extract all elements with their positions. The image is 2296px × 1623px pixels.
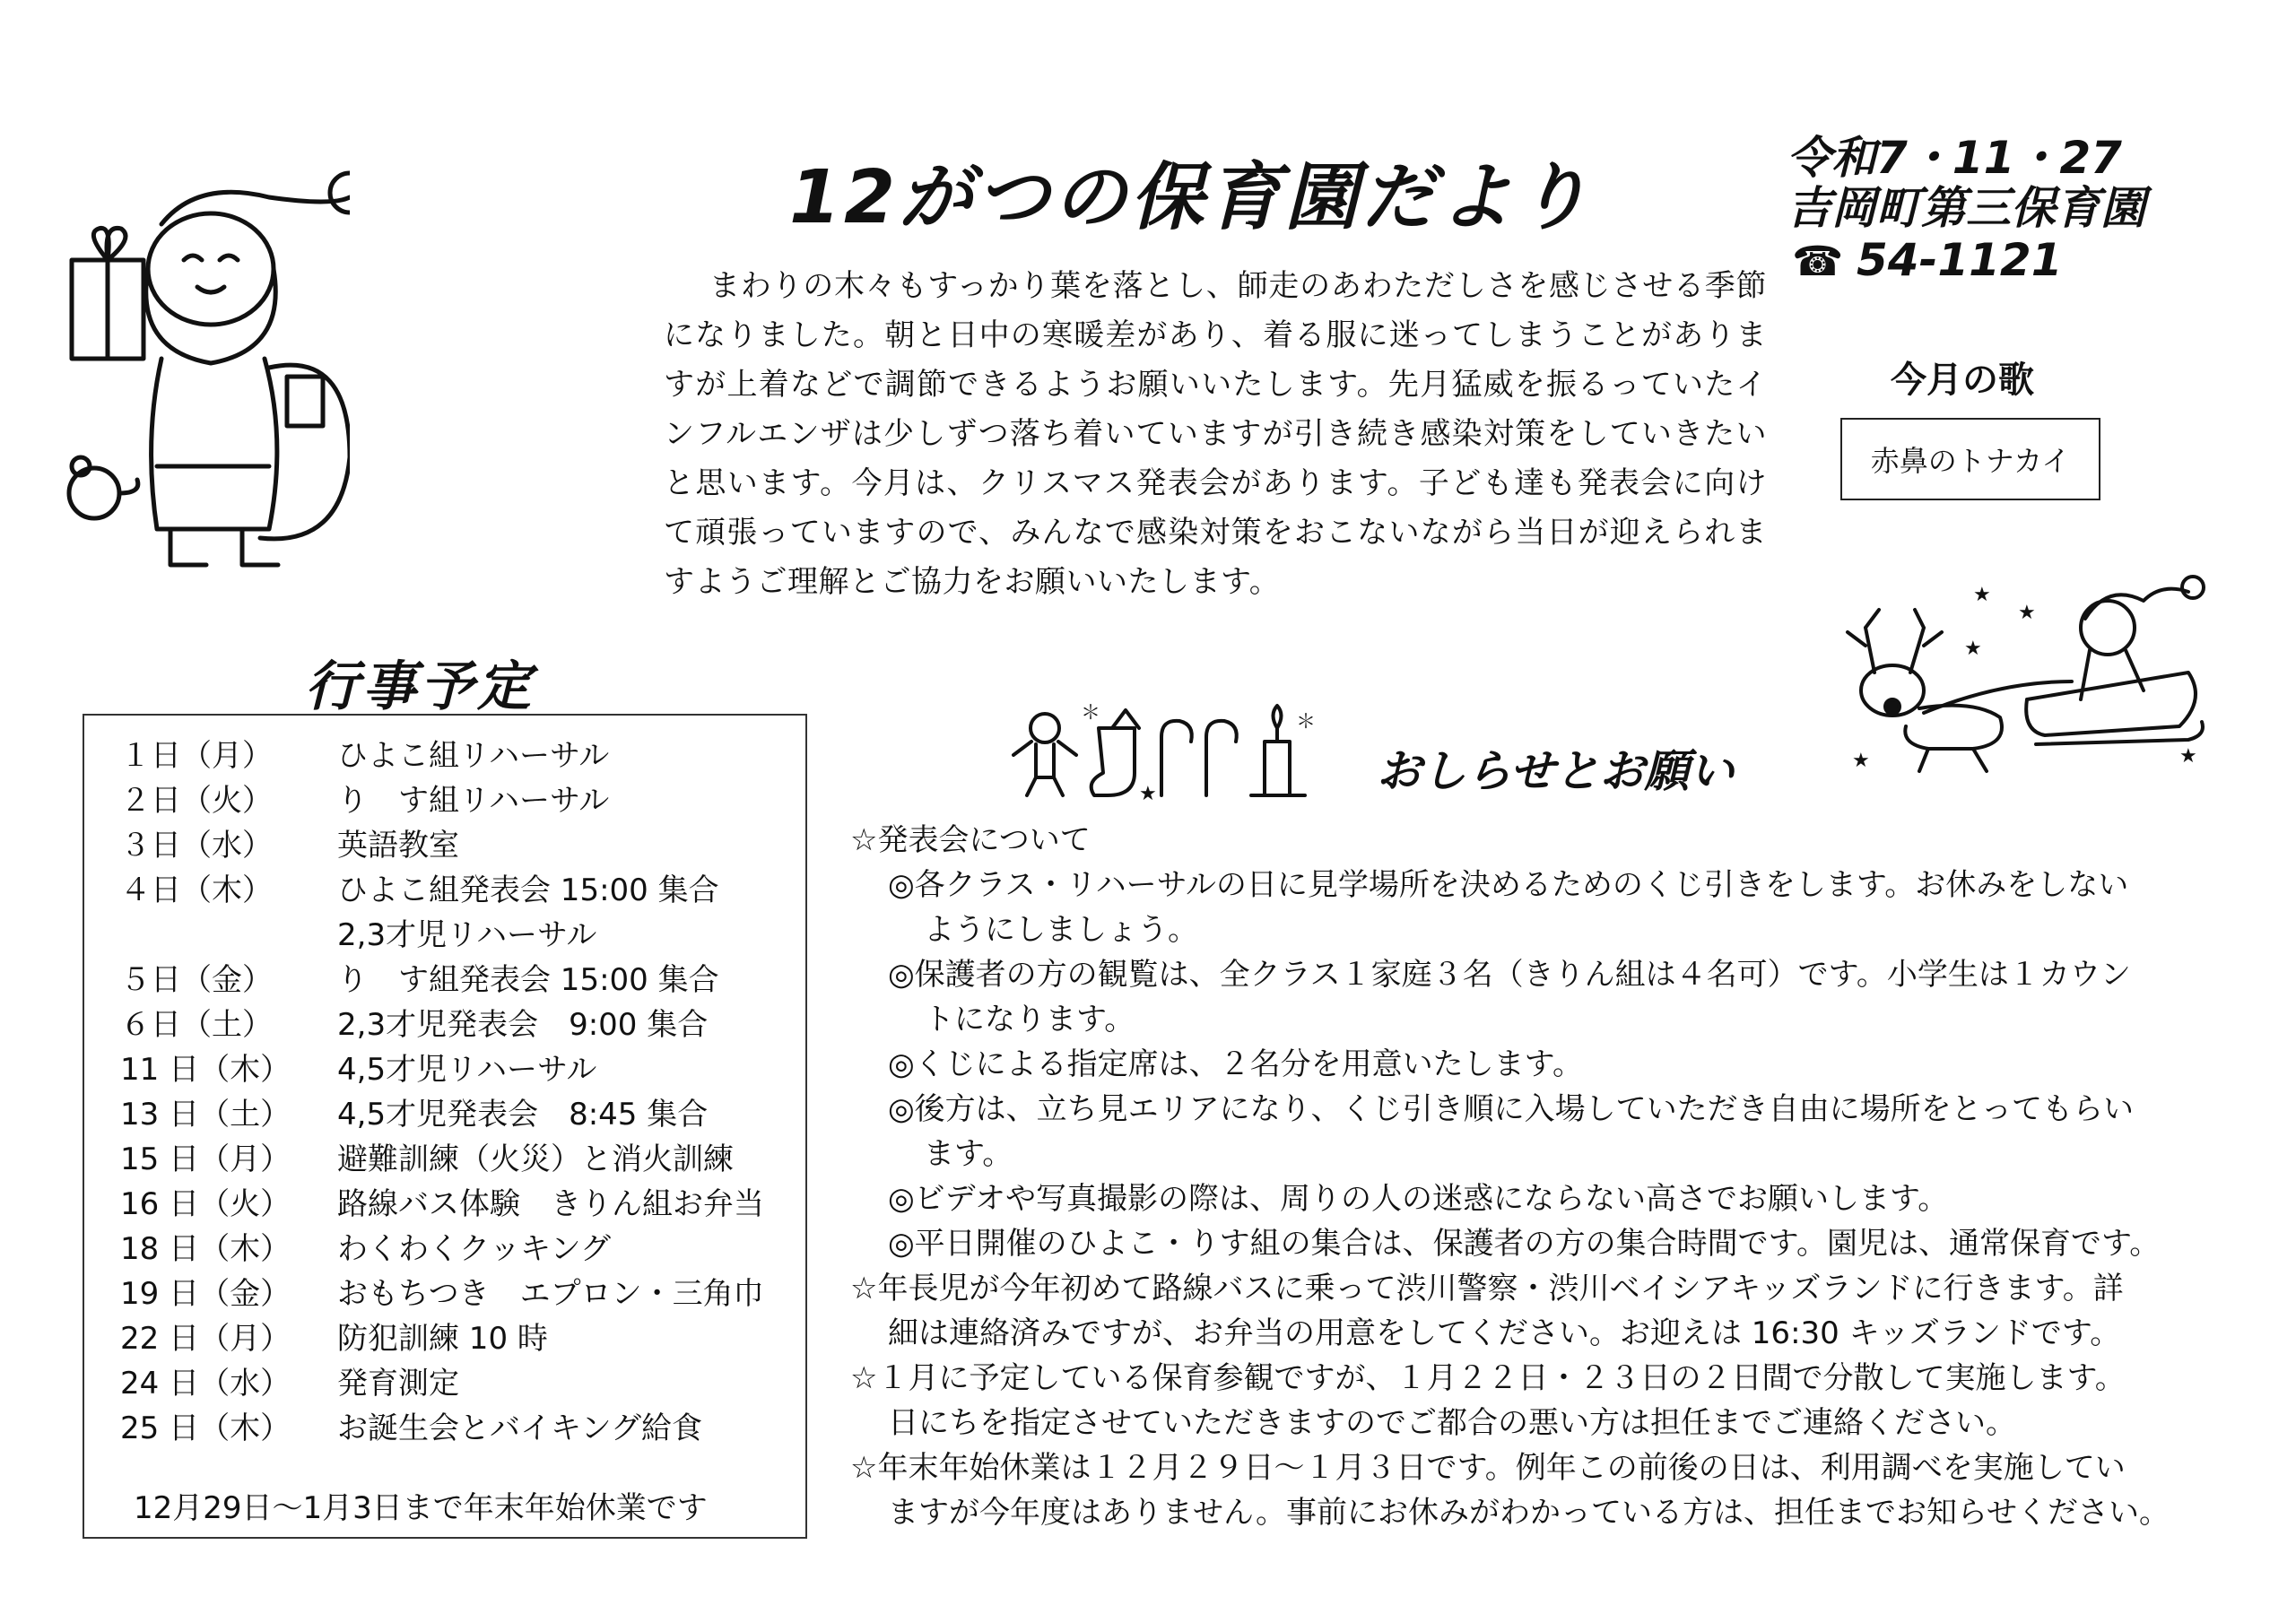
- event-text: ひよこ組発表会 15:00 集合: [337, 872, 719, 908]
- event-date: ５日（金）: [120, 962, 273, 998]
- event-row: [84, 1092, 805, 1137]
- event-date: ３日（水）: [120, 828, 273, 864]
- notice-line: ◎平日開催のひよこ・りす組の集合は、保護者の方の集合時間です。園児は、通常保育です。: [888, 1226, 2161, 1262]
- event-date: 24 日（水）: [120, 1366, 291, 1402]
- event-text: 防犯訓練 10 時: [337, 1321, 548, 1357]
- event-date: 18 日（木）: [120, 1231, 291, 1267]
- event-date: ４日（木）: [120, 872, 273, 908]
- events-box: [83, 714, 807, 1539]
- notice-line: ☆年長児が今年初めて路線バスに乗って渋川警察・渋川ベイシアキッズランドに行きます。詳: [850, 1271, 2124, 1306]
- events-heading: 行事予定: [305, 655, 535, 718]
- song-title: 赤鼻のトナカイ: [1870, 444, 2071, 478]
- phone-number: 54-1121: [1857, 234, 2063, 286]
- reindeer-sleigh-illustration: [1839, 565, 2215, 780]
- event-date: 25 日（木）: [120, 1410, 291, 1446]
- event-text: ひよこ組リハーサル: [337, 738, 610, 774]
- event-row: [84, 1047, 805, 1092]
- event-row: [84, 1227, 805, 1271]
- event-row: [84, 1137, 805, 1182]
- notice-line: ◎後方は、立ち見エリアになり、くじ引き順に入場していただき自由に場所をとってもらい: [888, 1091, 2134, 1127]
- event-row: [84, 778, 805, 823]
- event-text: 発育測定: [337, 1366, 459, 1402]
- svg-text:★: ★: [1139, 783, 1157, 805]
- event-date: 15 日（月）: [120, 1141, 291, 1177]
- christmas-items-illustration: [1004, 701, 1327, 809]
- event-row: [84, 733, 805, 778]
- event-text: り す組発表会 15:00 集合: [337, 962, 719, 998]
- notice-line: 細は連絡済みですが、お弁当の用意をしてください。お迎えは 16:30 キッズランドです。: [888, 1315, 2121, 1351]
- event-row: [84, 1002, 805, 1047]
- notice-line: ◎くじによる指定席は、２名分を用意いたします。: [888, 1046, 1583, 1082]
- event-row: [84, 823, 805, 868]
- notices-heading: おしらせとお願い: [1377, 745, 1735, 797]
- song-box: [1840, 418, 2100, 500]
- event-date: 11 日（木）: [120, 1052, 291, 1088]
- event-text: 4,5才児リハーサル: [337, 1052, 597, 1088]
- svg-text:★: ★: [1964, 638, 1982, 660]
- event-date: ６日（土）: [120, 1007, 273, 1043]
- notice-line: ◎各クラス・リハーサルの日に見学場所を決めるためのくじ引きをします。お休みをしない: [888, 867, 2129, 903]
- event-text: 2,3才児リハーサル: [337, 917, 597, 953]
- svg-text:★: ★: [2179, 745, 2197, 768]
- notice-line: ようにしましょう。: [924, 912, 1198, 948]
- event-text: おもちつき エプロン・三角巾: [337, 1276, 764, 1312]
- notice-line: 日にちを指定させていただきますのでご都合の悪い方は担任までご連絡ください。: [888, 1405, 2016, 1441]
- phone-icon: ☎: [1792, 237, 1844, 285]
- event-row: [84, 868, 805, 913]
- song-heading: 今月の歌: [1891, 360, 2034, 401]
- event-text: り す組リハーサル: [337, 783, 610, 819]
- school-name: 吉岡町第三保育園: [1787, 182, 2145, 234]
- event-text: お誕生会とバイキング給食: [337, 1410, 702, 1446]
- event-text: 4,5才児発表会 8:45 集合: [337, 1097, 709, 1133]
- notice-line: ますが今年度はありません。事前にお休みがわかっている方は、担任までお知らせください。: [888, 1495, 2170, 1531]
- event-row: [84, 1406, 805, 1451]
- event-text: わくわくクッキング: [337, 1231, 611, 1267]
- event-row: [84, 958, 805, 1002]
- event-row: [84, 913, 805, 958]
- event-text: 避難訓練（火災）と消火訓練: [337, 1141, 734, 1177]
- svg-text:★: ★: [1852, 750, 1870, 772]
- notice-line: ☆１月に予定している保育参観ですが、１月２２日・２３日の２日間で分散して実施します。: [850, 1360, 2126, 1396]
- events-footer: 12月29日～1月3日まで年末年始休業です: [134, 1490, 708, 1526]
- event-row: [84, 1316, 805, 1361]
- event-date: 16 日（火）: [120, 1186, 291, 1222]
- event-date: 13 日（土）: [120, 1097, 291, 1133]
- event-row: [84, 1271, 805, 1316]
- event-date: ２日（火）: [120, 783, 273, 819]
- notice-line: ます。: [924, 1136, 1013, 1172]
- event-text: 英語教室: [337, 828, 459, 864]
- page-title: 12がつの保育園だより: [789, 155, 1594, 240]
- notice-line: ◎保護者の方の観覧は、全クラス１家庭３名（きりん組は４名可）です。小学生は１カウン: [888, 957, 2131, 993]
- event-row: [84, 1361, 805, 1406]
- svg-text:＊: ＊: [1081, 702, 1101, 725]
- notice-line: トになります。: [924, 1002, 1135, 1037]
- svg-text:＊: ＊: [1296, 711, 1317, 733]
- event-text: 路線バス体験 きりん組お弁当: [337, 1186, 764, 1222]
- svg-text:★: ★: [2018, 602, 2036, 624]
- santa-illustration: [63, 170, 350, 574]
- event-text: 2,3才児発表会 9:00 集合: [337, 1007, 709, 1043]
- issue-date: 令和7・11・27: [1787, 132, 2122, 184]
- intro-paragraph: まわりの木々もすっかり葉を落とし、師走のあわただしさを感じさせる季節になりました。朝と日中の寒暖差があり、着る服に迷ってしまうことがありますが上着などで調節できるようお願いいたします。先月猛威を振るっていたインフルエンザは少しずつ落ち着いていますが引き続き感染対策をしていきたいと思います。今月は、クリスマス発表会があります。子ども達も発表会に向けて頑張っていますので、みんなで感染対策をおこないながら当日が迎えられますようご理解とご協力をお願いいたします。: [664, 268, 1767, 600]
- event-date: 19 日（金）: [120, 1276, 291, 1312]
- notice-line: ◎ビデオや写真撮影の際は、周りの人の迷惑にならない高さでお願いします。: [888, 1181, 1949, 1217]
- svg-text:★: ★: [1973, 584, 1991, 606]
- event-date: 22 日（月）: [120, 1321, 291, 1357]
- event-row: [84, 1182, 805, 1227]
- notices-section: [850, 818, 2178, 1535]
- notice-line: ☆年末年始休業は１２月２９日～１月３日です。例年この前後の日は、利用調べを実施してい: [850, 1450, 2126, 1486]
- event-date: １日（月）: [120, 738, 273, 774]
- notice-line: ☆発表会について: [850, 822, 1091, 858]
